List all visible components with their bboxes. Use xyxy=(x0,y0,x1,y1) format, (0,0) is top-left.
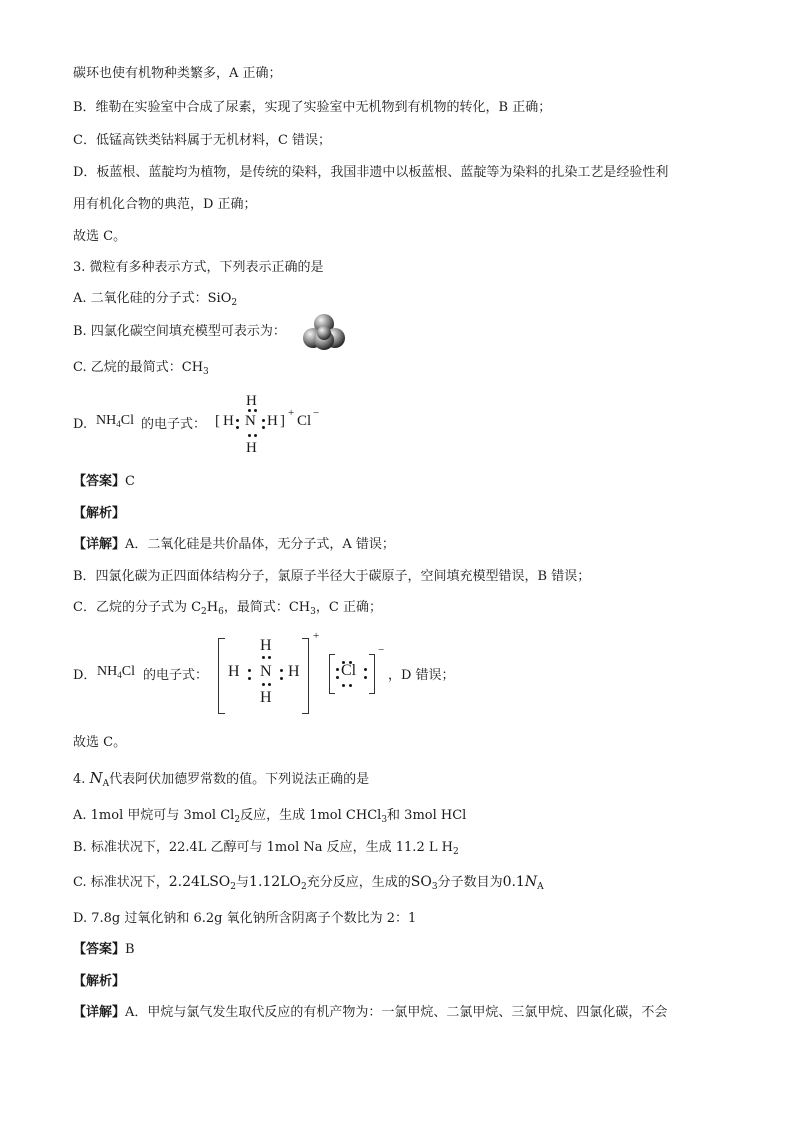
detail-3a: 【详解】A．二氧化硅是共价晶体，无分子式，A 错误； xyxy=(73,537,395,552)
detail-3d-text: 的电子式： xyxy=(143,668,209,683)
detail-3d-end: ，D 错误； xyxy=(388,668,455,683)
detail-3c: C．乙烷的分子式为 $C_2H_6$，最简式：$CH_3$，C 正确； xyxy=(73,600,382,617)
detail-3b: B．四氯化碳为正四面体结构分子，氯原子半径大于碳原子，空间填充模型错误，B 错误； xyxy=(73,569,591,584)
option-4c: C. 标准状况下，$2.24LSO_2$与$1.12LO_2$充分反应，生成的$SO_3$分子数目为$0.1N_A$ xyxy=(73,874,544,892)
analysis-3-heading: 【解析】 xyxy=(73,506,126,521)
detail-3d-label: D． xyxy=(73,668,97,683)
detail-nh4cl-formula: $NH_4Cl$ xyxy=(97,664,135,680)
option-4d: D. 7.8g 过氧化钠和 6.2g 氧化钠所含阴离子个数比为 2：1 xyxy=(73,911,417,926)
text-line: D．板蓝根、蓝靛均为植物，是传统的染料，我国非遗中以板蓝根、蓝靛等为染料的扎染工艺是经验性利 xyxy=(73,165,669,180)
question-3-stem: 3. 微粒有多种表示方式，下列表示正确的是 xyxy=(73,260,324,275)
option-3c: C. 乙烷的最简式：$CH_3$ xyxy=(73,360,209,377)
nh4cl-formula: $NH_4Cl$ xyxy=(96,413,134,429)
option-3b: B. 四氯化碳空间填充模型可表示为： xyxy=(73,324,286,339)
text-line: 碳环也使有机物种类繁多，A 正确； xyxy=(73,66,282,81)
detail-4a: 【详解】A．甲烷与氯气发生取代反应的有机产物为：一氯甲烷、二氯甲烷、三氯甲烷、四氯化碳，不会 xyxy=(73,1005,668,1020)
option-4a: A. 1mol 甲烷可与 3mol $Cl_2$反应，生成 1mol CHCl$_3$和 3mol HCl xyxy=(73,808,467,825)
answer-3: 【答案】C xyxy=(73,474,135,489)
question-4-stem: 4. $N_A$代表阿伏加德罗常数的值。下列说法正确的是 xyxy=(73,769,370,789)
text-line: 故选 C。 xyxy=(73,229,127,244)
option-3a: A. 二氧化硅的分子式：SiO$_2$ xyxy=(73,291,238,308)
option-4b: B. 标准状况下，22.4L 乙醇可与 1mol Na 反应，生成 11.2 L $H_2$ xyxy=(73,840,459,857)
select-3: 故选 C。 xyxy=(73,735,127,750)
option-3d: D. xyxy=(73,417,88,432)
answer-4: 【答案】B xyxy=(73,942,135,957)
text-line: B．维勒在实验室中合成了尿素，实现了实验室中无机物到有机物的转化，B 正确； xyxy=(73,100,552,115)
ccl4-space-filling-model-image xyxy=(302,313,346,351)
option-3d-text: 的电子式： xyxy=(141,417,207,432)
text-line: C．低锰高铁类钴料属于无机材料，C 错误； xyxy=(73,133,332,148)
analysis-4-heading: 【解析】 xyxy=(73,974,126,989)
text-line: 用有机化合物的典范，D 正确； xyxy=(73,197,257,212)
